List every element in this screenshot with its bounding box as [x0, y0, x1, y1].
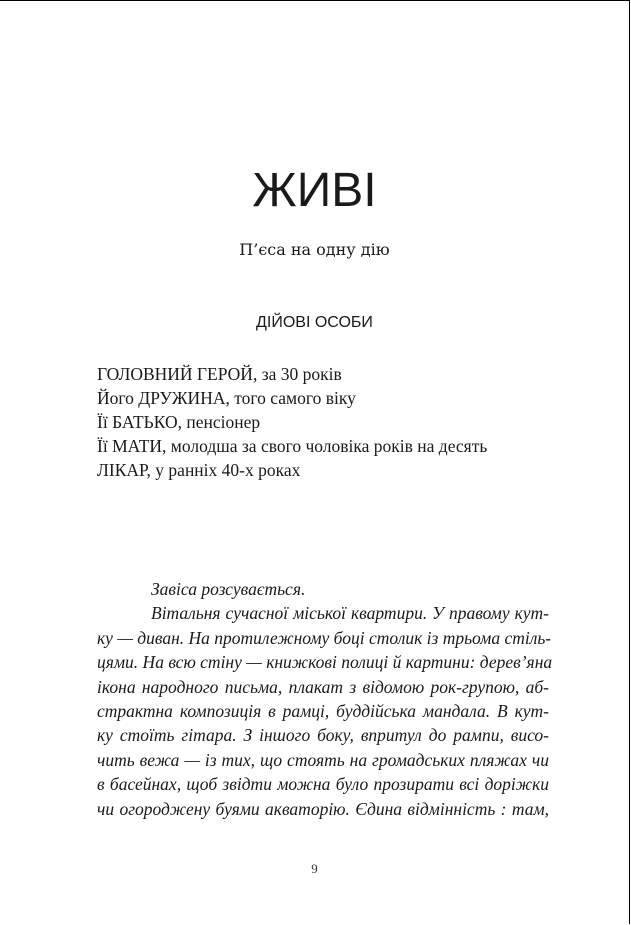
stage-line: ку — диван. На протилежному боці столик із трьома стіль- [97, 627, 552, 648]
stage-line: Завіса розсувається. [151, 579, 306, 599]
cast-item-wife: Його ДРУЖИНА, того самого віку [97, 388, 356, 408]
cast-item-hero: ГОЛОВНИЙ ГЕРОЙ, за 30 років [97, 364, 342, 384]
stage-line: ку стоїть гітара. З іншого боку, впритул до рампи, висо- [97, 725, 549, 746]
page-number: 9 [311, 861, 318, 876]
stage-line: цями. На всю стіну — книжкові полиці й картини: дерев’яна [97, 652, 553, 673]
cast-item-mother: Її МАТИ, молодша за свого чоловіка років на десять [97, 436, 488, 456]
stage-line: чить вежа — із тих, що стоять на громадських пляжах чи [97, 749, 549, 770]
stage-line: в басейнах, щоб звідти можна було прозирати всі доріжки [97, 774, 549, 795]
play-title: ЖИВІ [252, 164, 377, 217]
play-subtitle: П’єса на одну дію [239, 240, 390, 259]
stage-line: Вітальня сучасної міської квартири. У правому кут- [151, 603, 549, 624]
cast-item-doctor: ЛІКАР, у ранніх 40-х роках [97, 460, 301, 480]
stage-line: чи огороджену буями акваторію. Єдина відмінність : там, [97, 798, 549, 819]
cast-heading: ДІЙОВІ ОСОБИ [256, 314, 373, 331]
stage-direction [97, 577, 553, 821]
stage-line: страктна композиція в рамці, буддійська мандала. В кут- [97, 700, 549, 721]
cast-item-father: Її БАТЬКО, пенсіонер [97, 412, 261, 432]
stage-line: ікона народного письма, плакат з відомою рок-групою, аб- [97, 676, 549, 697]
cast-list [97, 362, 487, 482]
